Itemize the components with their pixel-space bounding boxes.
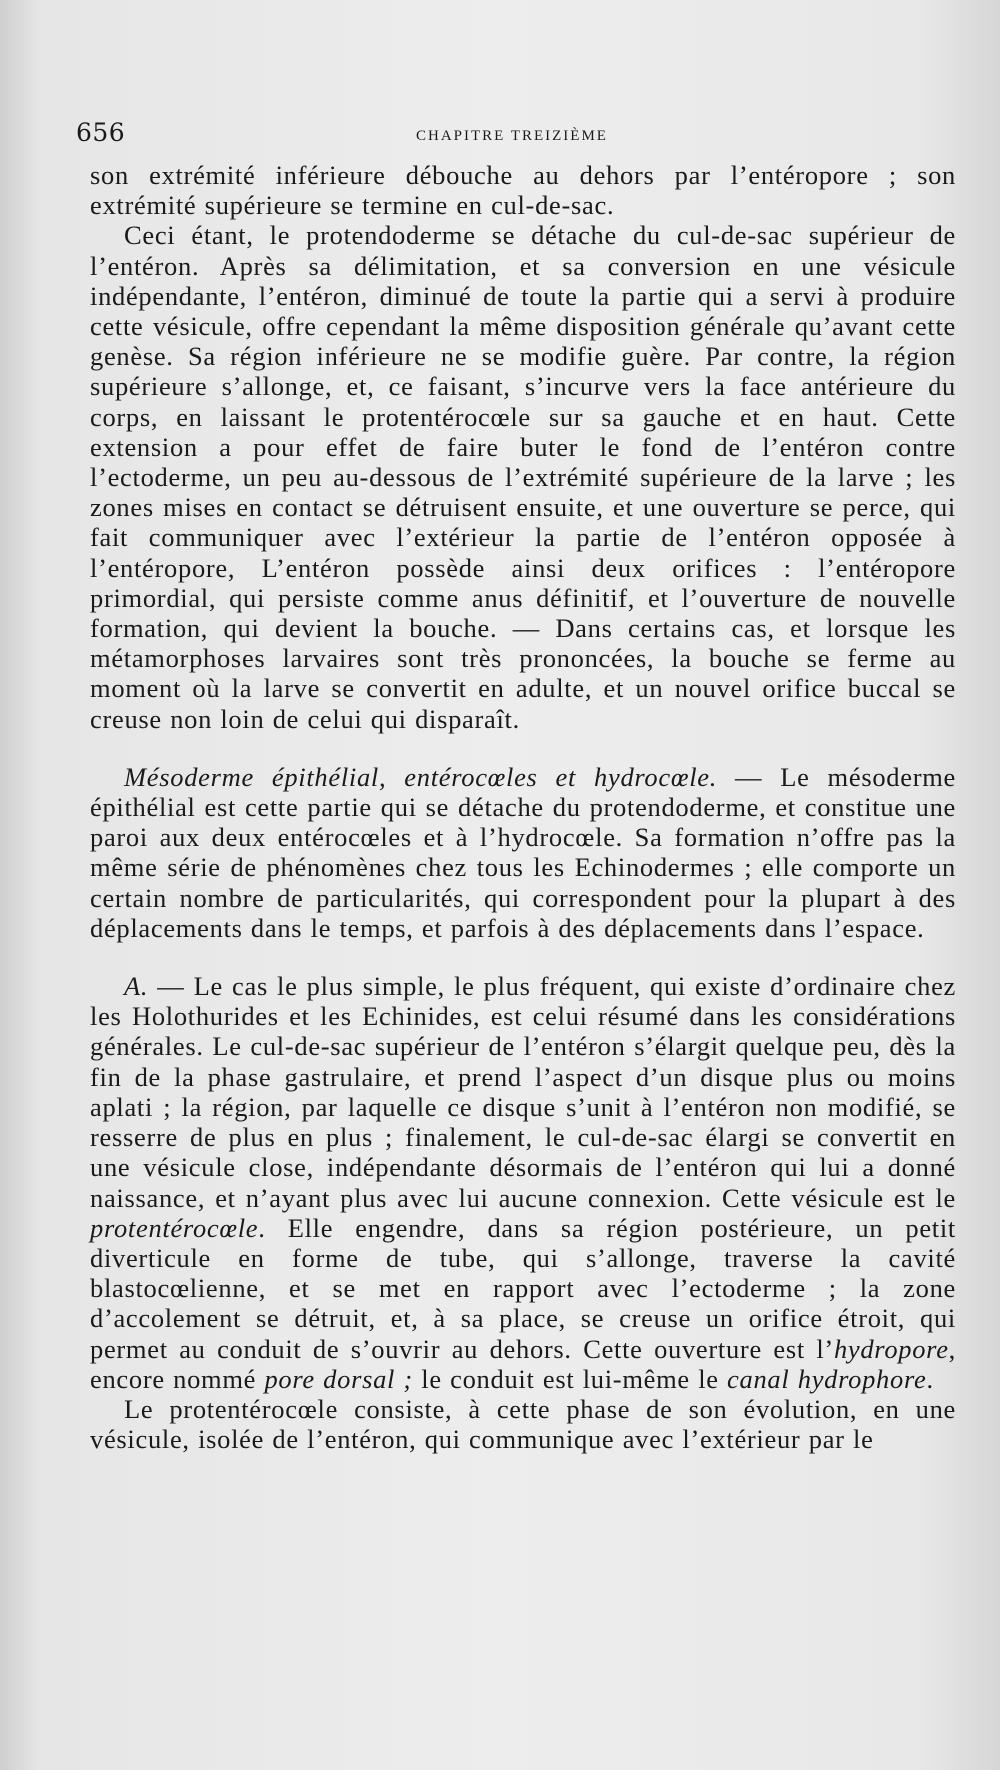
paragraph-2: Ceci étant, le protendoderme se détache du cul-de-sac supérieur de l’entéron. Après sa délimitation, et sa conversion en une vésicule indépendante, l’entéron, diminué de toute la partie qui a servi à produire cette vésicule, offre cependant la même disposition générale qu’avant cette genèse. Sa région inférieure ne se modifie guère. Par contre, la région supérieure s’allonge, et, ce faisant, s’incurve vers la face antérieure du corps, en laissant le protentérocœle sur sa gauche et en haut. Cette extension a pour effet de faire buter le fond de l’entéron contre l’ectoderme, un peu au-dessous de l’extrémité supérieure de la larve ; les zones mises en contact se détruisent ensuite, et une ouverture se perce, qui fait communiquer avec l’extérieur la partie de l’entéron opposée à l’entéropore, L’entéron possède ainsi deux orifices : l’entéropore primordial, qui persiste comme anus définitif, et l’ouverture de nouvelle formation, qui devient la bouche. — Dans certains cas, et lorsque les métamorphoses larvaires sont très prononcées, la bouche se ferme au moment où la larve se convertit en adulte, et un nouvel orifice buccal se creuse non loin de celui qui disparaît. [90, 220, 956, 734]
paragraph-4-text-b: . Elle engendre, dans sa région postérieure, un petit diverticule en forme de tube, qui s’allonge, traverse la cavité blastocœlienne, et se met en rapport avec l’ectoderme ; la zone d’accolement se détruit, et, à sa place, se creuse un orifice étroit, qui permet au conduit de s’ouvrir au dehors. Cette ouverture est l’ [90, 1212, 956, 1364]
term-hydropore: hydropore [833, 1333, 949, 1364]
section-letter-a: A. [124, 971, 149, 1002]
page-number: 656 [76, 118, 126, 147]
paragraph-3 [90, 762, 956, 943]
term-protenterocoele: protentérocœle [90, 1212, 259, 1243]
paragraph-3-text: — Le mésoderme épithélial est cette partie qui se détache du protendoderme, et constitue une paroi aux deux entérocœles et à l’hydrocœle. Sa formation n’offre pas la même série de phénomènes chez tous les Echinodermes ; elle comporte un certain nombre de particularités, qui correspondent pour la plupart à des déplacements dans le temps, et parfois à des déplacements dans l’espace. [90, 761, 956, 943]
running-head [76, 118, 956, 152]
paragraph-4 [90, 971, 956, 1394]
paragraph-4-text-e: . [926, 1363, 934, 1394]
term-pore-dorsal: pore dorsal ; [264, 1363, 413, 1394]
section-title-mesoderme: Mésoderme épithélial, entérocœles et hydrocœle. [124, 761, 718, 792]
chapter-title: CHAPITRE TREIZIÈME [416, 128, 608, 144]
paragraph-5: Le protentérocœle consiste, à cette phase de son évolution, en une vésicule, isolée de l’entéron, qui communique avec l’extérieur par le [90, 1393, 956, 1455]
paragraph-4-text-d: le conduit est lui-même le [412, 1363, 728, 1394]
body-text [90, 160, 956, 1454]
paragraph-4-text-a: — Le cas le plus simple, le plus fréquent, qui existe d’ordinaire chez les Holothurides et les Echinides, est celui résumé dans les considérations générales. Le cul-de-sac supérieur de l’entéron s’élargit quelque peu, dès la fin de la phase gastrulaire, et prend l’aspect d’un disque plus ou moins aplati ; la région, par laquelle ce disque s’unit à l’entéron non modifié, se resserre de plus en plus ; finalement, le cul-de-sac élargi se convertit en une vésicule close, indépendante désormais de l’entéron qui lui a donné naissance, et n’ayant plus avec lui aucune connexion. Cette vésicule est le [90, 971, 956, 1213]
paragraph-1: son extrémité inférieure débouche au dehors par l’entéropore ; son extrémité supérieure se termine en cul-de-sac. [90, 160, 956, 221]
paragraph-4-text-c: , encore nommé [90, 1333, 956, 1394]
term-canal-hydrophore: canal hydrophore [727, 1363, 927, 1394]
